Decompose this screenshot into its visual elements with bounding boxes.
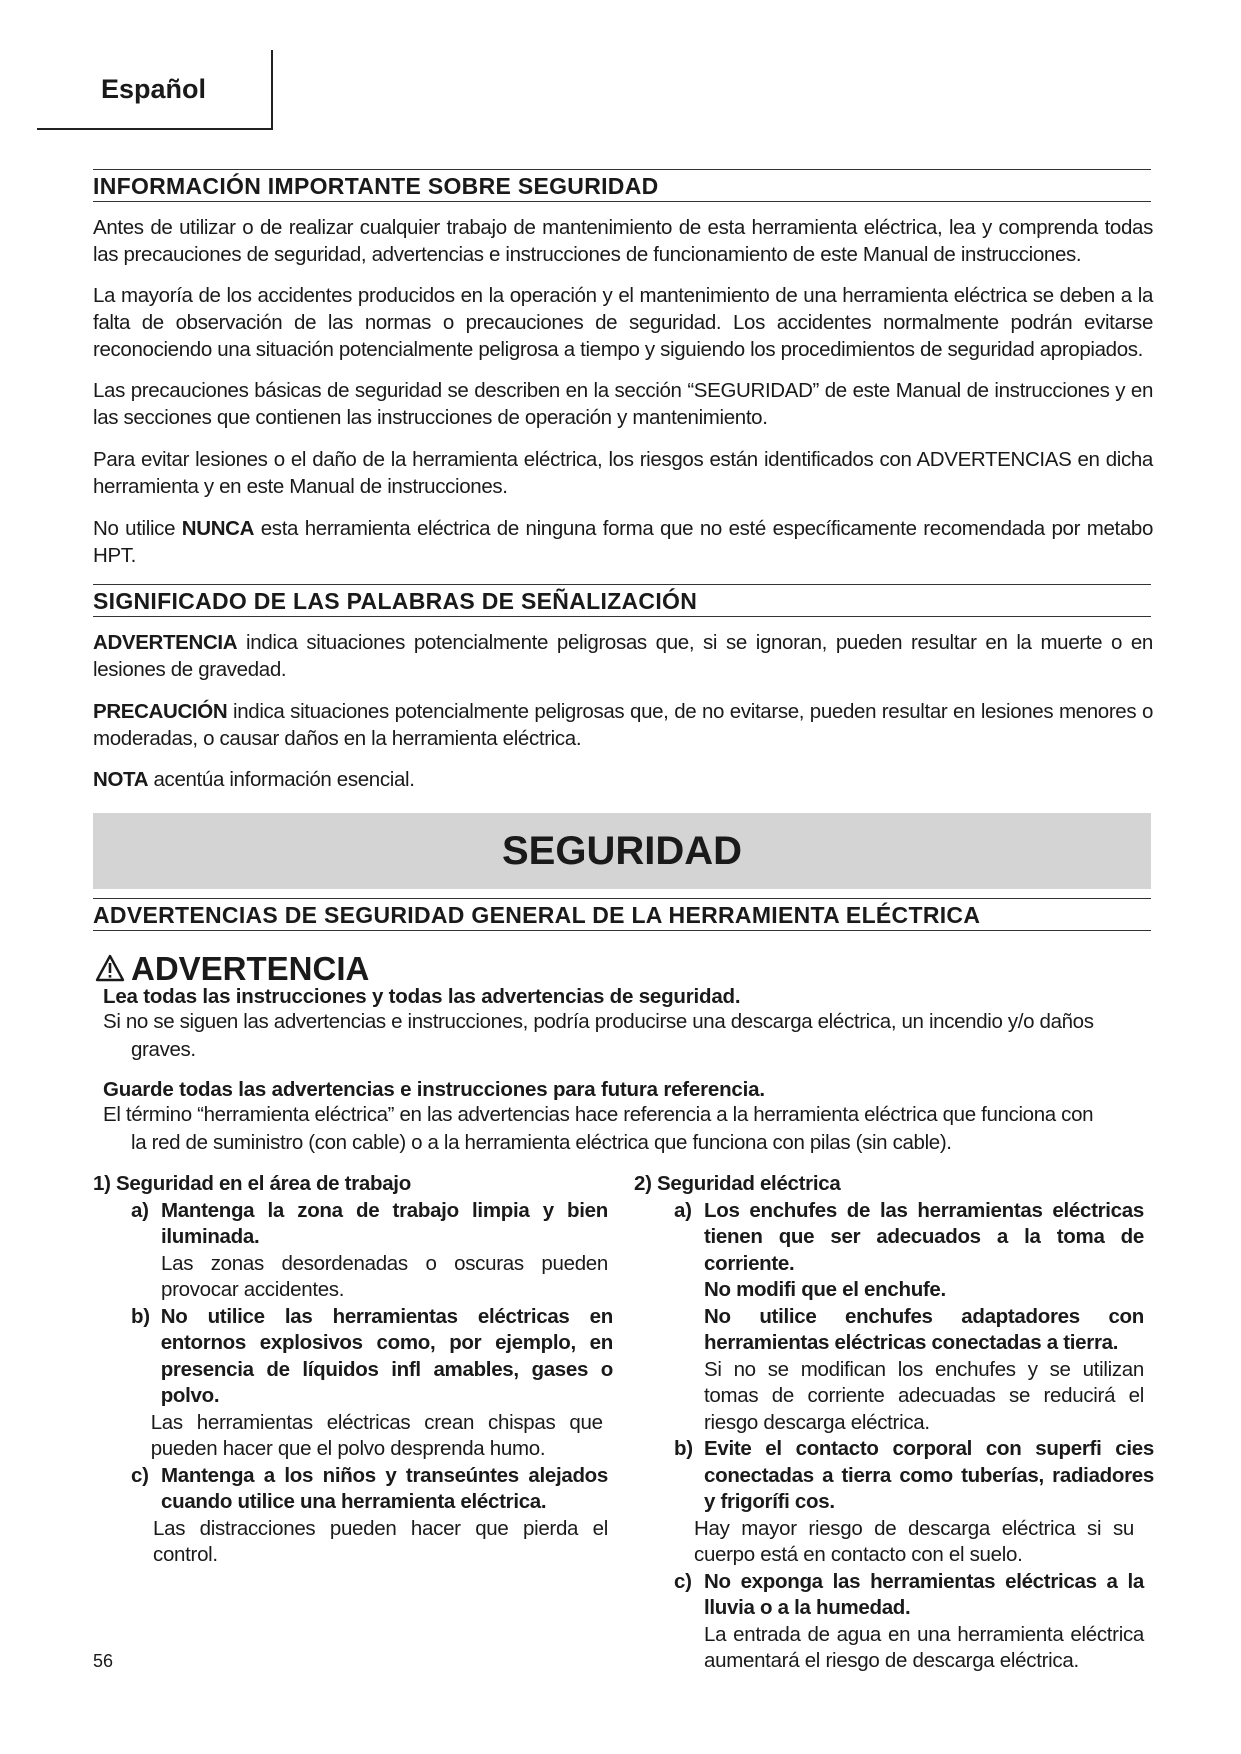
work-area-b-heading: No utilice las herramientas eléctricas en entornos explosivos como, por ejemplo, en presencia de líquidos infl amables, gases o polvo. bbox=[160, 1304, 613, 1407]
item-c-label: c) bbox=[131, 1463, 149, 1487]
term-precaucion: PRECAUCIÓN bbox=[93, 700, 228, 723]
electrical-c-heading: No exponga las herramientas eléctricas a la lluvia o a la humedad. bbox=[704, 1569, 1144, 1619]
keep-instructions: Guarde todas las advertencias e instrucciones para futura referencia. bbox=[103, 1078, 765, 1101]
work-area-b-body: Las herramientas eléctricas crean chispas que pueden hacer que el polvo desprenda humo. bbox=[150, 1410, 603, 1460]
definition-precaucion: PRECAUCIÓN indica situaciones potencialmente peligrosas que, de no evitarse, pueden resultar en lesiones menores o moderadas, o causar daños en la herramienta eléctrica. bbox=[93, 700, 1153, 750]
warning-triangle-icon bbox=[95, 954, 125, 982]
keep-text-2: la red de suministro (con cable) o a la herramienta eléctrica que funciona con pilas (sin cable). bbox=[131, 1131, 952, 1154]
electrical-a-heading-2: No modifi que el enchufe. bbox=[704, 1278, 946, 1301]
paragraph-accidents: La mayoría de los accidentes producidos en la operación y el mantenimiento de una herramienta eléctrica se deben a la falta de observación de las normas o precauciones de seguridad. Los accidentes normalmente podrán evitarse reconociendo una situación potencialmente peligrosa a tiempo y siguiendo los procedimientos de seguridad apropiados. bbox=[93, 284, 1153, 361]
paragraph-risks: Para evitar lesiones o el daño de la herramienta eléctrica, los riesgos están identificados con ADVERTENCIAS en dicha herramienta y en este Manual de instrucciones. bbox=[93, 448, 1153, 498]
work-area-a-body: Las zonas desordenadas o oscuras pueden provocar accidentes. bbox=[161, 1251, 608, 1301]
item-a-label: a) bbox=[674, 1198, 692, 1222]
item-b-label: b) bbox=[674, 1437, 693, 1460]
electrical-safety-title: 2) Seguridad eléctrica bbox=[634, 1172, 841, 1195]
electrical-a-heading-3: No utilice enchufes adaptadores con herramientas eléctricas conectadas a tierra. bbox=[704, 1304, 1144, 1354]
work-area-a-heading: Mantenga la zona de trabajo limpia y bien iluminada. bbox=[161, 1198, 608, 1248]
item-b-label: b) bbox=[131, 1304, 150, 1328]
seguridad-title: SEGURIDAD bbox=[501, 829, 743, 873]
never-term: NUNCA bbox=[181, 517, 255, 540]
section-heading-important-info: INFORMACIÓN IMPORTANTE SOBRE SEGURIDAD bbox=[93, 169, 1151, 202]
electrical-a-body: Si no se modifican los enchufes y se utilizan tomas de corriente adecuadas se reducirá el riesgo descarga eléctrica. bbox=[704, 1357, 1144, 1434]
paragraph-never-use: No utilice NUNCA esta herramienta eléctrica de ninguna forma que no esté específicamente recomendada por metabo HPT. bbox=[93, 517, 1153, 567]
definition-nota: NOTA acentúa información esencial. bbox=[93, 768, 415, 791]
item-c-label: c) bbox=[674, 1569, 692, 1593]
paragraph-basic-precautions: Las precauciones básicas de seguridad se describen en la sección “SEGURIDAD” de este Manual de instrucciones y en las secciones que contienen las instrucciones de operación y mantenimiento. bbox=[93, 379, 1153, 429]
electrical-b-body: Hay mayor riesgo de descarga eléctrica si su cuerpo está en contacto con el suelo. bbox=[694, 1516, 1134, 1566]
section-heading-signal-words: SIGNIFICADO DE LAS PALABRAS DE SEÑALIZACIÓN bbox=[93, 584, 1151, 617]
read-all-text-1: Si no se siguen las advertencias e instrucciones, podría producirse una descarga eléctrica, un incendio y/o daños bbox=[103, 1010, 1094, 1033]
electrical-c-body: La entrada de agua en una herramienta eléctrica aumentará el riesgo de descarga eléctrica. bbox=[704, 1622, 1144, 1672]
column-work-area-safety bbox=[93, 1171, 613, 1569]
paragraph-intro: Antes de utilizar o de realizar cualquier trabajo de mantenimiento de esta herramienta eléctrica, lea y comprenda todas las precauciones de seguridad, advertencias e instrucciones de funcionamiento de este Manual de instrucciones. bbox=[93, 216, 1153, 266]
warning-title: ADVERTENCIA bbox=[131, 950, 370, 987]
read-all-text-2: graves. bbox=[131, 1038, 196, 1061]
electrical-b-heading: Evite el contacto corporal con superfi cies conectadas a tierra como tuberías, radiadores y frigorífi cos. bbox=[704, 1437, 1154, 1513]
work-area-c-body: Las distracciones pueden hacer que pierda el control. bbox=[153, 1516, 608, 1566]
keep-text-1: El término “herramienta eléctrica” en las advertencias hace referencia a la herramienta eléctrica que funciona con bbox=[103, 1103, 1094, 1126]
term-nota: NOTA bbox=[93, 768, 149, 791]
work-area-c-heading: Mantenga a los niños y transeúntes alejados cuando utilice una herramienta eléctrica. bbox=[161, 1463, 608, 1513]
item-a-label: a) bbox=[131, 1198, 149, 1222]
language-label: Español bbox=[101, 74, 207, 104]
read-all-instructions: Lea todas las instrucciones y todas las advertencias de seguridad. bbox=[103, 985, 741, 1008]
page-number: 56 bbox=[93, 1651, 114, 1671]
work-area-title: 1) Seguridad en el área de trabajo bbox=[93, 1172, 411, 1195]
column-electrical-safety bbox=[634, 1171, 1154, 1675]
term-advertencia: ADVERTENCIA bbox=[93, 631, 238, 654]
electrical-a-heading-1: Los enchufes de las herramientas eléctricas tienen que ser adecuados a la toma de corriente. bbox=[704, 1198, 1144, 1275]
section-heading-general-warnings: ADVERTENCIAS DE SEGURIDAD GENERAL DE LA HERRAMIENTA ELÉCTRICA bbox=[93, 898, 1151, 931]
definition-advertencia: ADVERTENCIA indica situaciones potencialmente peligrosas que, si se ignoran, pueden resultar en la muerte o en lesiones de gravedad. bbox=[93, 631, 1153, 681]
